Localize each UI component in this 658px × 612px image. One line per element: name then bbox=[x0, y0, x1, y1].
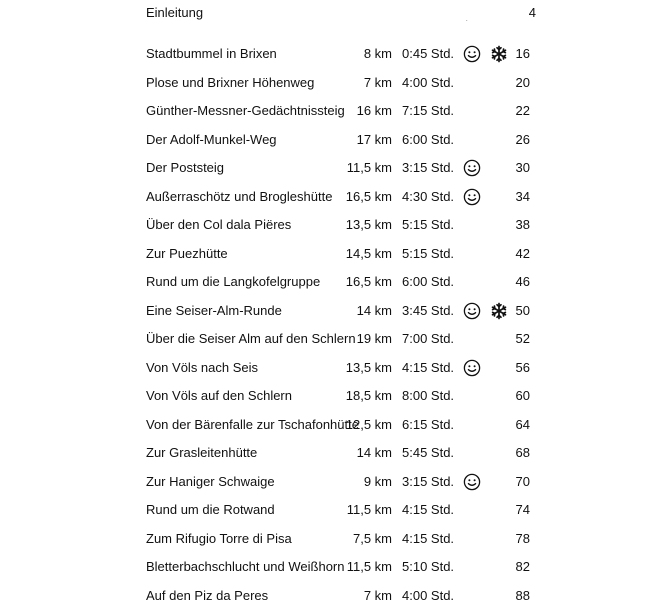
toc-entry-page-number: 22 bbox=[515, 103, 530, 118]
toc-entry-distance: 17 km bbox=[356, 131, 392, 147]
toc-entry-title: Von Völs nach Seis bbox=[146, 359, 259, 375]
toc-entry-duration: 5:45 Std. bbox=[402, 445, 455, 460]
toc-entry[interactable] bbox=[0, 499, 658, 521]
toc-entry-duration: 3:15 Std. bbox=[402, 473, 455, 489]
toc-entry-duration: 4:15 Std. bbox=[402, 530, 455, 546]
toc-entry-duration: 3:15 Std. bbox=[402, 160, 455, 175]
toc-entry[interactable] bbox=[0, 300, 658, 322]
toc-entry-page-number: 64 bbox=[515, 416, 530, 432]
toc-entry-title: Außerraschötz und Brogleshütte bbox=[146, 188, 333, 204]
toc-entry-duration: 4:15 Std. bbox=[402, 359, 455, 375]
toc-entry[interactable] bbox=[0, 43, 658, 65]
toc-entry-duration: 4:00 Std. bbox=[402, 587, 455, 603]
toc-entry-duration: 0:45 Std. bbox=[402, 46, 455, 61]
toc-entry-page-number: 70 bbox=[515, 473, 530, 489]
toc-entry[interactable] bbox=[0, 214, 658, 236]
toc-entry-title: Bletterbachschlucht und Weißhorn bbox=[146, 559, 345, 574]
toc-entry-duration: 6:00 Std. bbox=[402, 131, 455, 147]
toc-entry-title: Zur Haniger Schwaige bbox=[146, 473, 275, 489]
toc-entry-distance: 7 km bbox=[363, 74, 392, 90]
scan-mark: . bbox=[466, 17, 468, 23]
toc-entry-duration: 5:10 Std. bbox=[402, 559, 455, 574]
toc-entry[interactable] bbox=[0, 186, 658, 208]
toc-entry-title: Eine Seiser-Alm-Runde bbox=[146, 302, 282, 318]
toc-entry[interactable] bbox=[0, 585, 658, 607]
toc-entry-page-number: 20 bbox=[515, 74, 530, 90]
smiley-icon bbox=[463, 188, 481, 206]
toc-entry-distance: 13,5 km bbox=[345, 217, 392, 232]
smiley-icon bbox=[463, 302, 481, 320]
toc-entry-duration: 4:00 Std. bbox=[402, 74, 455, 90]
toc-entry[interactable] bbox=[0, 129, 658, 151]
toc-entry[interactable] bbox=[0, 414, 658, 436]
toc-entry-duration: 4:30 Std. bbox=[402, 188, 455, 204]
toc-entry[interactable] bbox=[0, 328, 658, 350]
toc-entry-title: Von Völs auf den Schlern bbox=[146, 388, 292, 403]
toc-entry-duration: 3:45 Std. bbox=[402, 302, 455, 318]
toc-entry-distance: 11,5 km bbox=[346, 502, 392, 517]
toc-entry-title: Über die Seiser Alm auf den Schlern bbox=[146, 331, 356, 346]
toc-entry-page-number: 16 bbox=[515, 46, 530, 61]
toc-entry-page-number: 50 bbox=[515, 302, 530, 318]
toc-entry-page-number: 78 bbox=[515, 530, 530, 546]
toc-entry-duration: 4:15 Std. bbox=[402, 502, 455, 517]
toc-entry-duration: 6:00 Std. bbox=[402, 274, 455, 289]
toc-entry-duration: 6:15 Std. bbox=[402, 416, 455, 432]
toc-entry-title: Der Adolf-Munkel-Weg bbox=[146, 131, 277, 147]
toc-entry-distance: 14,5 km bbox=[345, 245, 392, 261]
toc-entry-duration: 5:15 Std. bbox=[402, 245, 455, 261]
toc-entry-distance: 16 km bbox=[356, 103, 392, 118]
toc-entry[interactable] bbox=[0, 72, 658, 94]
toc-entry[interactable] bbox=[0, 100, 658, 122]
toc-intro-title: Einleitung bbox=[146, 5, 204, 20]
toc-entry-duration: 5:15 Std. bbox=[402, 217, 455, 232]
toc-entry-distance: 11,5 km bbox=[346, 559, 392, 574]
toc-entry-title: Günther-Messner-Gedächtnissteig bbox=[146, 103, 345, 118]
toc-entry[interactable] bbox=[0, 243, 658, 265]
toc-entry-duration: 7:15 Std. bbox=[402, 103, 455, 118]
toc-entry-page-number: 34 bbox=[515, 188, 530, 204]
toc-entry[interactable] bbox=[0, 385, 658, 407]
toc-entry[interactable] bbox=[0, 357, 658, 379]
toc-entry-page-number: 26 bbox=[515, 131, 530, 147]
smiley-icon bbox=[463, 473, 481, 491]
toc-entry-title: Rund um die Rotwand bbox=[146, 502, 275, 517]
toc-entry-distance: 11,5 km bbox=[346, 160, 392, 175]
toc-entry-title: Zum Rifugio Torre di Pisa bbox=[146, 530, 292, 546]
toc-entry[interactable] bbox=[0, 556, 658, 578]
toc-entry-title: Plose und Brixner Höhenweg bbox=[146, 74, 315, 90]
toc-entry-distance: 14 km bbox=[356, 302, 392, 318]
toc-entry-duration: 7:00 Std. bbox=[402, 331, 455, 346]
toc-entry-distance: 14 km bbox=[356, 445, 392, 460]
toc-entry-page-number: 42 bbox=[515, 245, 530, 261]
toc-entry-distance: 19 km bbox=[356, 331, 392, 346]
toc-entry-page-number: 30 bbox=[515, 160, 530, 175]
toc-entry-distance: 8 km bbox=[363, 46, 392, 61]
toc-entry-distance: 12,5 km bbox=[345, 416, 392, 432]
toc-entry-distance: 16,5 km bbox=[345, 188, 392, 204]
toc-entry-page-number: 56 bbox=[515, 359, 530, 375]
toc-entry-distance: 18,5 km bbox=[345, 388, 392, 403]
toc-entry-title: Rund um die Langkofelgruppe bbox=[146, 274, 321, 289]
toc-entry-distance: 9 km bbox=[363, 473, 392, 489]
toc-entry-duration: 8:00 Std. bbox=[402, 388, 455, 403]
toc-entry-title: Zur Grasleitenhütte bbox=[146, 445, 258, 460]
toc-entry-page-number: 88 bbox=[515, 587, 530, 603]
toc-entry[interactable] bbox=[0, 271, 658, 293]
toc-entry-title: Auf den Piz da Peres bbox=[146, 587, 269, 603]
toc-entry-page-number: 38 bbox=[515, 217, 530, 232]
toc-entry-title: Der Poststeig bbox=[146, 160, 225, 175]
toc-entry-page-number: 52 bbox=[515, 331, 530, 346]
toc-intro-entry[interactable] bbox=[146, 3, 536, 23]
toc-entry-title: Zur Puezhütte bbox=[146, 245, 228, 261]
toc-entry-distance: 7 km bbox=[363, 587, 392, 603]
toc-entry-distance: 13,5 km bbox=[345, 359, 392, 375]
toc-entry-title: Von der Bärenfalle zur Tschafonhütte bbox=[146, 416, 359, 432]
toc-entry-page-number: 46 bbox=[515, 274, 530, 289]
toc-entry[interactable] bbox=[0, 471, 658, 493]
toc-entry-page-number: 60 bbox=[515, 388, 530, 403]
smiley-icon bbox=[463, 45, 481, 63]
toc-entry[interactable] bbox=[0, 157, 658, 179]
toc-intro-page-number: 4 bbox=[528, 5, 536, 20]
toc-entry-distance: 7,5 km bbox=[352, 530, 392, 546]
toc-entry-title: Stadtbummel in Brixen bbox=[146, 46, 277, 61]
smiley-icon bbox=[463, 359, 481, 377]
toc-entry-page-number: 74 bbox=[515, 502, 530, 517]
toc-entry-distance: 16,5 km bbox=[345, 274, 392, 289]
toc-entry[interactable] bbox=[0, 442, 658, 464]
smiley-icon bbox=[463, 159, 481, 177]
toc-entry-page-number: 82 bbox=[515, 559, 530, 574]
toc-entry[interactable] bbox=[0, 528, 658, 550]
toc-entry-title: Über den Col dala Piëres bbox=[146, 217, 292, 232]
toc-entry-page-number: 68 bbox=[515, 445, 530, 460]
